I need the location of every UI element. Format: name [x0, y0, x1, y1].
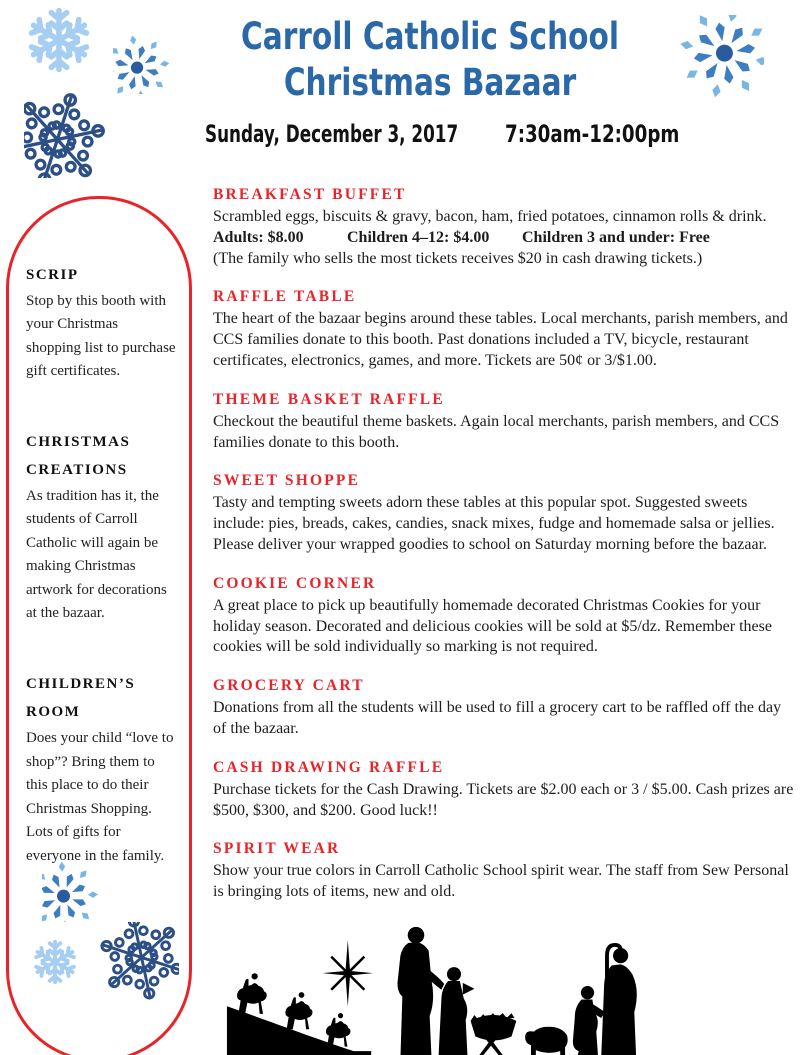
- star-icon: [322, 940, 373, 1006]
- section-title: THEME BASKET RAFFLE: [213, 390, 445, 408]
- section-title: CASH DRAWING RAFFLE: [213, 758, 445, 776]
- sheep-icon: [525, 1027, 568, 1055]
- section-body: Tasty and tempting sweets adorn these tables at this popular spot. Suggested sweets include: pies, breads, cakes, candies, snack mixes, fudge and homemade salsa or jellies. Please deliver your wrapped goodies to school on Saturday morning before the bazaar.: [213, 494, 775, 553]
- section-title: RAFFLE TABLE: [213, 288, 357, 306]
- event-time: 7:30am-12:00pm: [505, 120, 680, 148]
- shepherds-silhouette: [573, 945, 637, 1055]
- section-grocery-cart: [213, 677, 795, 740]
- sidebar-booth-panel: [6, 196, 192, 1055]
- section-theme-basket-raffle: [213, 391, 795, 454]
- page-title-line2: Christmas Bazaar: [283, 61, 577, 105]
- sidebar-section-body: As tradition has it, the students of Carroll Catholic will again be making Christmas artwork for decorations at the bazaar.: [26, 487, 167, 622]
- page-title-line1: Carroll Catholic School: [241, 15, 619, 58]
- flyer-header: [180, 14, 680, 107]
- section-body: Scrambled eggs, biscuits & gravy, bacon, ham, fried potatoes, cinnamon rolls & drink.: [213, 208, 767, 225]
- event-date: Sunday, December 3, 2017: [205, 120, 459, 148]
- section-body: A great place to pick up beautifully homemade decorated Christmas Cookies for your holiday season. Decorated and delicious cookies will be sold at $5/dz. Remember these cookies will be sold individually so marking is not required.: [213, 596, 772, 656]
- price-children: Children 4–12: $4.00: [347, 228, 490, 246]
- section-title: COOKIE CORNER: [213, 574, 377, 592]
- section-cookie-corner: [213, 575, 795, 658]
- price-adults: Adults: $8.00: [213, 228, 304, 246]
- sidebar-section-body: Stop by this booth with your Christmas shopping list to purchase gift certificates.: [26, 292, 176, 380]
- section-title: GROCERY CART: [213, 677, 365, 695]
- nativity-silhouette: [225, 922, 683, 1055]
- event-datetime-row: [0, 120, 800, 154]
- section-body: Show your true colors in Carroll Catholic School spirit wear. The staff from Sew Personal is bringing lots of items, new and old.: [213, 862, 789, 901]
- section-title: SPIRIT WEAR: [213, 840, 341, 858]
- sidebar-section-body: Does your child “love to shop”? Bring them to this place to do their Christmas Shopping. Lots of gifts for everyone in the family.: [26, 729, 174, 864]
- section-body: Purchase tickets for the Cash Drawing. Tickets are $2.00 each or 3 / $5.00. Cash prizes are $500, $300, and $200. Good luck!!: [213, 780, 794, 819]
- section-body: The heart of the bazaar begins around these tables. Local merchants, parish members, and CCS families donate to this booth. Past donations included a TV, bicycle, restaurant certificates, electronics, games, and more. Tickets are 50¢ or 3/$1.00.: [213, 310, 788, 369]
- sidebar-section-title: CHILDREN’S ROOM: [26, 675, 136, 721]
- sidebar-section-scrip: [26, 261, 176, 384]
- sidebar-section-title: CHRISTMAS CREATIONS: [26, 433, 131, 479]
- breakfast-pricing-row: [213, 228, 795, 249]
- holy-family-silhouette: [397, 927, 474, 1055]
- snowflake-icon: [670, 15, 764, 109]
- sidebar-section-title: SCRIP: [26, 267, 79, 283]
- section-title: SWEET SHOPPE: [213, 472, 361, 490]
- section-title: BREAKFAST BUFFET: [213, 186, 407, 203]
- section-cash-drawing-raffle: [213, 759, 795, 822]
- manger-icon: [471, 1013, 517, 1055]
- section-spirit-wear: [213, 840, 795, 903]
- section-body: Checkout the beautiful theme baskets. Again local merchants, parish members, and CCS families donate to this booth.: [213, 412, 780, 451]
- section-sweet-shoppe: [213, 472, 795, 555]
- price-under: Children 3 and under: Free: [522, 228, 710, 246]
- section-breakfast-buffet: [213, 186, 795, 269]
- section-body: Donations from all the students will be used to fill a grocery cart to be raffled off the day of the bazaar.: [213, 699, 782, 737]
- sidebar-section-childrens-room: [26, 670, 176, 868]
- main-content: [213, 186, 795, 1055]
- section-raffle-table: [213, 288, 795, 371]
- breakfast-note: (The family who sells the most tickets receives $20 in cash drawing tickets.): [213, 249, 703, 267]
- snowflake-icon: [24, 5, 94, 75]
- sidebar-section-christmas-creations: [26, 428, 176, 626]
